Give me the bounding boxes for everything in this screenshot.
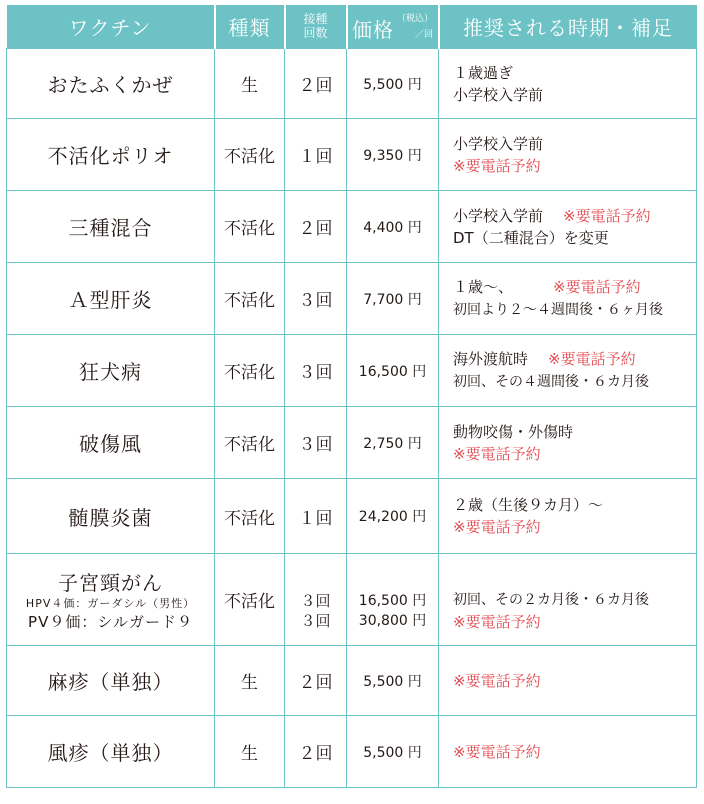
vaccine-note: 初回、その２カ月後・６カ月後 ※要電話予約 xyxy=(439,554,697,646)
vaccine-note: 海外渡航時 ※要電話予約 初回、その４週間後・６カ月後 xyxy=(439,335,697,407)
vaccine-note: ※要電話予約 xyxy=(439,646,697,716)
vaccine-price: 16,500 円 xyxy=(347,335,439,407)
vaccine-type: 不活化 xyxy=(215,335,285,407)
vaccine-type: 不活化 xyxy=(215,407,285,479)
vaccine-name: 破傷風 xyxy=(7,407,215,479)
vaccine-doses: ３回 xyxy=(285,263,347,335)
vaccine-note: ※要電話予約 xyxy=(439,716,697,788)
vaccine-name: 子宮頸がん HPV４価：ガーダシル（男性） PV９価：シルガード９ xyxy=(7,554,215,646)
vaccine-doses: ２回 xyxy=(285,191,347,263)
vaccine-note: 小学校入学前 ※要電話予約 xyxy=(439,119,697,191)
vaccine-doses: ３回 ３回 xyxy=(285,554,347,646)
vaccine-name: 不活化ポリオ xyxy=(7,119,215,191)
header-type: 種類 xyxy=(215,5,285,49)
vaccine-price: 24,200 円 xyxy=(347,479,439,554)
vaccine-note: １歳〜、 ※要電話予約 初回より２〜４週間後・６ヶ月後 xyxy=(439,263,697,335)
vaccine-note: １歳過ぎ 小学校入学前 xyxy=(439,49,697,119)
vaccine-doses: １回 xyxy=(285,479,347,554)
vaccine-name: 髄膜炎菌 xyxy=(7,479,215,554)
table-row xyxy=(7,716,697,788)
vaccine-note: 小学校入学前 ※要電話予約 DT（二種混合）を変更 xyxy=(439,191,697,263)
vaccine-doses: ３回 xyxy=(285,335,347,407)
table-row xyxy=(7,191,697,263)
header-doses: 接種 回数 xyxy=(285,5,347,49)
vaccine-name: 狂犬病 xyxy=(7,335,215,407)
vaccine-price: 5,500 円 xyxy=(347,646,439,716)
vaccine-name: 麻疹（単独） xyxy=(7,646,215,716)
vaccine-doses: ２回 xyxy=(285,49,347,119)
vaccine-type: 不活化 xyxy=(215,119,285,191)
vaccine-price: 9,350 円 xyxy=(347,119,439,191)
table-row xyxy=(7,119,697,191)
vaccine-type: 生 xyxy=(215,646,285,716)
table-row xyxy=(7,335,697,407)
vaccine-note: ２歳（生後９カ月）〜 ※要電話予約 xyxy=(439,479,697,554)
vaccine-type: 不活化 xyxy=(215,263,285,335)
vaccine-name: Ａ型肝炎 xyxy=(7,263,215,335)
vaccine-name: 風疹（単独） xyxy=(7,716,215,788)
vaccine-type: 不活化 xyxy=(215,554,285,646)
vaccine-note: 動物咬傷・外傷時 ※要電話予約 xyxy=(439,407,697,479)
table-row xyxy=(7,479,697,554)
vaccine-price: 16,500 円 30,800 円 xyxy=(347,554,439,646)
vaccine-doses: １回 xyxy=(285,119,347,191)
vaccine-price: 2,750 円 xyxy=(347,407,439,479)
table-row xyxy=(7,646,697,716)
vaccine-type: 不活化 xyxy=(215,479,285,554)
vaccine-doses: ２回 xyxy=(285,646,347,716)
vaccine-table xyxy=(6,5,697,788)
table-row xyxy=(7,49,697,119)
vaccine-name: おたふくかぜ xyxy=(7,49,215,119)
vaccine-price: 4,400 円 xyxy=(347,191,439,263)
table-row xyxy=(7,407,697,479)
table-row xyxy=(7,263,697,335)
vaccine-price: 7,700 円 xyxy=(347,263,439,335)
header-row xyxy=(7,5,697,49)
vaccine-type: 生 xyxy=(215,716,285,788)
vaccine-name: 三種混合 xyxy=(7,191,215,263)
vaccine-doses: ２回 xyxy=(285,716,347,788)
header-timing: 推奨される時期・補足 xyxy=(439,5,697,49)
vaccine-doses: ３回 xyxy=(285,407,347,479)
header-price: 価格 （税込） ／回 xyxy=(347,5,439,49)
vaccine-price: 5,500 円 xyxy=(347,49,439,119)
header-vaccine: ワクチン xyxy=(7,5,215,49)
vaccine-price: 5,500 円 xyxy=(347,716,439,788)
vaccine-type: 生 xyxy=(215,49,285,119)
table-row xyxy=(7,554,697,646)
vaccine-type: 不活化 xyxy=(215,191,285,263)
